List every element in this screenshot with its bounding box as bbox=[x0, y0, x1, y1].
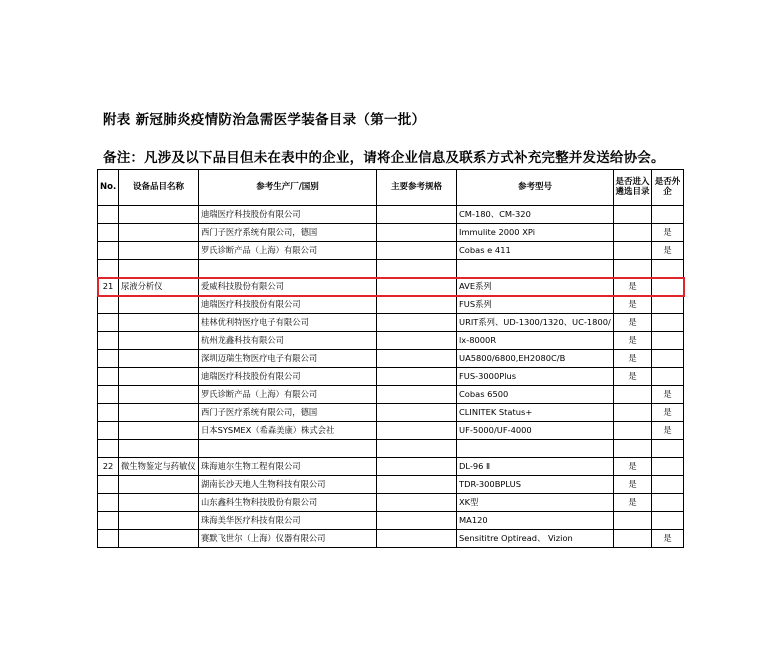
manufacturer-cell: 深圳迈瑞生物医疗电子有限公司 bbox=[199, 350, 377, 368]
remark-note: 备注：凡涉及以下品目但未在表中的企业，请将企业信息及联系方式补充完整并发送给协会。 bbox=[103, 150, 665, 166]
category-cell bbox=[119, 512, 199, 530]
header-category: 设备品目名称 bbox=[119, 170, 199, 206]
table-row bbox=[98, 260, 684, 278]
spec-cell bbox=[377, 530, 457, 548]
table-row bbox=[98, 404, 684, 422]
category-cell bbox=[119, 386, 199, 404]
selected-flag-cell bbox=[614, 206, 652, 224]
table-row bbox=[98, 206, 684, 224]
model-cell: AVE系列 bbox=[457, 278, 614, 296]
selected-flag-cell bbox=[614, 440, 652, 458]
spec-cell bbox=[377, 206, 457, 224]
spec-cell bbox=[377, 242, 457, 260]
spec-cell bbox=[377, 422, 457, 440]
manufacturer-cell: 西门子医疗系统有限公司，德国 bbox=[199, 224, 377, 242]
header-no: No. bbox=[98, 170, 119, 206]
header-selected: 是否进入遴选目录 bbox=[614, 170, 652, 206]
table-header-row bbox=[98, 170, 684, 206]
category-cell bbox=[119, 332, 199, 350]
foreign-flag-cell: 是 bbox=[652, 404, 684, 422]
spec-cell bbox=[377, 440, 457, 458]
row-number-cell: 22 bbox=[98, 458, 119, 476]
header-model: 参考型号 bbox=[457, 170, 614, 206]
row-number-cell bbox=[98, 206, 119, 224]
page-title: 附表 新冠肺炎疫情防治急需医学装备目录（第一批） bbox=[103, 112, 426, 128]
selected-flag-cell: 是 bbox=[614, 458, 652, 476]
selected-flag-cell bbox=[614, 224, 652, 242]
foreign-flag-cell bbox=[652, 368, 684, 386]
category-cell bbox=[119, 350, 199, 368]
row-number-cell bbox=[98, 242, 119, 260]
spec-cell bbox=[377, 350, 457, 368]
model-cell bbox=[457, 260, 614, 278]
spec-cell bbox=[377, 332, 457, 350]
table-row bbox=[98, 476, 684, 494]
manufacturer-cell: 日本SYSMEX（希森美康）株式会社 bbox=[199, 422, 377, 440]
table-row bbox=[98, 440, 684, 458]
manufacturer-cell: 赛默飞世尔（上海）仪器有限公司 bbox=[199, 530, 377, 548]
category-cell bbox=[119, 404, 199, 422]
selected-flag-cell: 是 bbox=[614, 332, 652, 350]
table-row bbox=[98, 530, 684, 548]
foreign-flag-cell bbox=[652, 296, 684, 314]
selected-flag-cell: 是 bbox=[614, 350, 652, 368]
selected-flag-cell bbox=[614, 530, 652, 548]
spec-cell bbox=[377, 404, 457, 422]
manufacturer-cell: 迪瑞医疗科技股份有限公司 bbox=[199, 206, 377, 224]
selected-flag-cell: 是 bbox=[614, 494, 652, 512]
row-number-cell bbox=[98, 224, 119, 242]
category-cell bbox=[119, 476, 199, 494]
manufacturer-cell: 爱威科技股份有限公司 bbox=[199, 278, 377, 296]
spec-cell bbox=[377, 314, 457, 332]
row-number-cell bbox=[98, 368, 119, 386]
selected-flag-cell bbox=[614, 404, 652, 422]
table-row bbox=[98, 494, 684, 512]
category-cell bbox=[119, 530, 199, 548]
manufacturer-cell: 罗氏诊断产品（上海）有限公司 bbox=[199, 242, 377, 260]
category-cell bbox=[119, 422, 199, 440]
row-number-cell bbox=[98, 296, 119, 314]
foreign-flag-cell bbox=[652, 440, 684, 458]
spec-cell bbox=[377, 260, 457, 278]
manufacturer-cell: 西门子医疗系统有限公司，德国 bbox=[199, 404, 377, 422]
table-row-highlighted bbox=[98, 278, 684, 296]
category-cell bbox=[119, 206, 199, 224]
model-cell: TDR-300BPLUS bbox=[457, 476, 614, 494]
category-cell bbox=[119, 224, 199, 242]
model-cell: lx-8000R bbox=[457, 332, 614, 350]
row-number-cell: 21 bbox=[98, 278, 119, 296]
foreign-flag-cell bbox=[652, 278, 684, 296]
row-number-cell bbox=[98, 512, 119, 530]
foreign-flag-cell bbox=[652, 476, 684, 494]
table-row bbox=[98, 296, 684, 314]
spec-cell bbox=[377, 458, 457, 476]
selected-flag-cell: 是 bbox=[614, 476, 652, 494]
foreign-flag-cell bbox=[652, 494, 684, 512]
model-cell: CM-180、CM-320 bbox=[457, 206, 614, 224]
selected-flag-cell: 是 bbox=[614, 368, 652, 386]
row-number-cell bbox=[98, 386, 119, 404]
row-number-cell bbox=[98, 350, 119, 368]
foreign-flag-cell: 是 bbox=[652, 422, 684, 440]
model-cell: FUS-3000Plus bbox=[457, 368, 614, 386]
manufacturer-cell: 杭州龙鑫科技有限公司 bbox=[199, 332, 377, 350]
spec-cell bbox=[377, 386, 457, 404]
model-cell: Cobas e 411 bbox=[457, 242, 614, 260]
table-row bbox=[98, 314, 684, 332]
row-number-cell bbox=[98, 530, 119, 548]
spec-cell bbox=[377, 476, 457, 494]
category-cell bbox=[119, 368, 199, 386]
row-number-cell bbox=[98, 440, 119, 458]
spec-cell bbox=[377, 296, 457, 314]
manufacturer-cell: 珠海迪尔生物工程有限公司 bbox=[199, 458, 377, 476]
category-cell bbox=[119, 314, 199, 332]
foreign-flag-cell bbox=[652, 512, 684, 530]
model-cell: DL-96 Ⅱ bbox=[457, 458, 614, 476]
selected-flag-cell bbox=[614, 422, 652, 440]
category-cell bbox=[119, 242, 199, 260]
table-row bbox=[98, 350, 684, 368]
foreign-flag-cell: 是 bbox=[652, 386, 684, 404]
selected-flag-cell: 是 bbox=[614, 314, 652, 332]
foreign-flag-cell: 是 bbox=[652, 530, 684, 548]
manufacturer-cell bbox=[199, 260, 377, 278]
spec-cell bbox=[377, 512, 457, 530]
model-cell: Immulite 2000 XPi bbox=[457, 224, 614, 242]
foreign-flag-cell: 是 bbox=[652, 242, 684, 260]
manufacturer-cell: 迪瑞医疗科技股份有限公司 bbox=[199, 296, 377, 314]
table-body bbox=[98, 206, 684, 548]
foreign-flag-cell bbox=[652, 350, 684, 368]
table-row bbox=[98, 332, 684, 350]
foreign-flag-cell: 是 bbox=[652, 224, 684, 242]
selected-flag-cell bbox=[614, 242, 652, 260]
foreign-flag-cell bbox=[652, 260, 684, 278]
table-row bbox=[98, 224, 684, 242]
manufacturer-cell: 珠海美华医疗科技有限公司 bbox=[199, 512, 377, 530]
header-spec: 主要参考规格 bbox=[377, 170, 457, 206]
table-row bbox=[98, 422, 684, 440]
model-cell: CLINITEK Status+ bbox=[457, 404, 614, 422]
model-cell: FUS系列 bbox=[457, 296, 614, 314]
category-cell: 微生物鉴定与药敏仪 bbox=[119, 458, 199, 476]
spec-cell bbox=[377, 368, 457, 386]
model-cell: URIT系列、UD-1300/1320、UC-1800/ bbox=[457, 314, 614, 332]
manufacturer-cell: 迪瑞医疗科技股份有限公司 bbox=[199, 368, 377, 386]
manufacturer-cell: 湖南长沙天地人生物科技有限公司 bbox=[199, 476, 377, 494]
selected-flag-cell: 是 bbox=[614, 296, 652, 314]
equipment-catalog-table bbox=[97, 169, 684, 548]
table-row bbox=[98, 512, 684, 530]
category-cell: 尿液分析仪 bbox=[119, 278, 199, 296]
header-foreign: 是否外企 bbox=[652, 170, 684, 206]
selected-flag-cell bbox=[614, 386, 652, 404]
row-number-cell bbox=[98, 314, 119, 332]
model-cell: Sensititre Optiread、 Vizion bbox=[457, 530, 614, 548]
foreign-flag-cell bbox=[652, 332, 684, 350]
model-cell: MA120 bbox=[457, 512, 614, 530]
selected-flag-cell bbox=[614, 260, 652, 278]
model-cell: XK型 bbox=[457, 494, 614, 512]
spec-cell bbox=[377, 278, 457, 296]
model-cell bbox=[457, 440, 614, 458]
category-cell bbox=[119, 440, 199, 458]
category-cell bbox=[119, 260, 199, 278]
category-cell bbox=[119, 296, 199, 314]
foreign-flag-cell bbox=[652, 206, 684, 224]
manufacturer-cell: 罗氏诊断产品（上海）有限公司 bbox=[199, 386, 377, 404]
category-cell bbox=[119, 494, 199, 512]
row-number-cell bbox=[98, 476, 119, 494]
table-row bbox=[98, 458, 684, 476]
model-cell: Cobas 6500 bbox=[457, 386, 614, 404]
header-manufacturer: 参考生产厂/国别 bbox=[199, 170, 377, 206]
row-number-cell bbox=[98, 260, 119, 278]
row-number-cell bbox=[98, 404, 119, 422]
table-row bbox=[98, 368, 684, 386]
row-number-cell bbox=[98, 494, 119, 512]
model-cell: UA5800/6800,EH2080C/B bbox=[457, 350, 614, 368]
foreign-flag-cell bbox=[652, 314, 684, 332]
table-row bbox=[98, 386, 684, 404]
row-number-cell bbox=[98, 332, 119, 350]
spec-cell bbox=[377, 494, 457, 512]
table-row bbox=[98, 242, 684, 260]
spec-cell bbox=[377, 224, 457, 242]
foreign-flag-cell bbox=[652, 458, 684, 476]
selected-flag-cell bbox=[614, 512, 652, 530]
manufacturer-cell bbox=[199, 440, 377, 458]
model-cell: UF-5000/UF-4000 bbox=[457, 422, 614, 440]
manufacturer-cell: 山东鑫科生物科技股份有限公司 bbox=[199, 494, 377, 512]
selected-flag-cell: 是 bbox=[614, 278, 652, 296]
row-number-cell bbox=[98, 422, 119, 440]
manufacturer-cell: 桂林优利特医疗电子有限公司 bbox=[199, 314, 377, 332]
